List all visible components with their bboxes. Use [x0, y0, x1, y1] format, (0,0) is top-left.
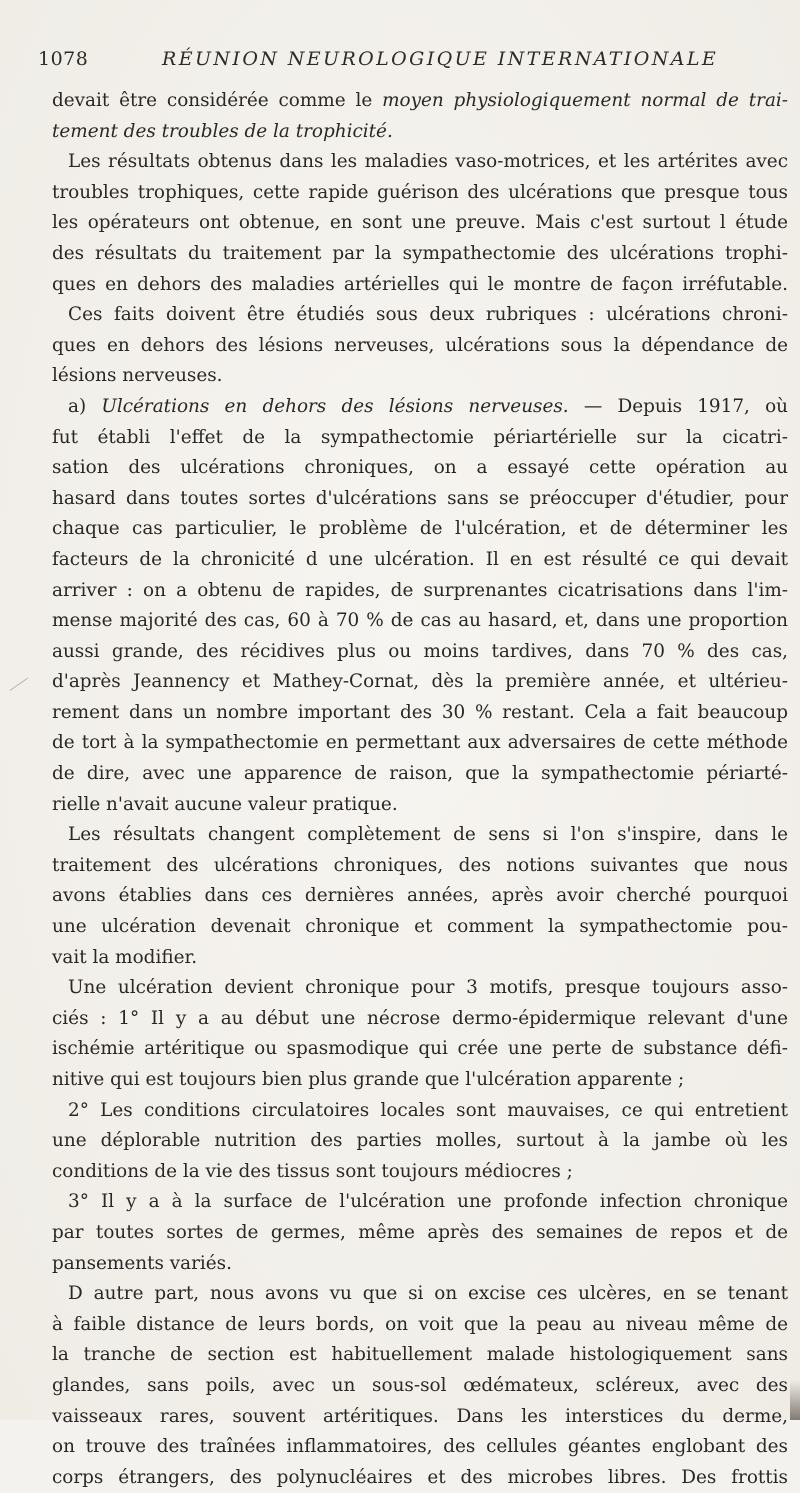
- text-line: arriver : on a obtenu de rapides, de surprenantes cicatrisations dans l'im-: [52, 579, 788, 601]
- section-heading-line: a) Ulcérations en dehors des lésions nerveuses. — Depuis 1917, où: [68, 395, 789, 417]
- text-line: ciés : 1° Il y a au début une nécrose dermo-épidermique relevant d'une: [52, 1007, 788, 1029]
- text-line: une déplorable nutrition des parties molles, surtout à la jambe où les: [52, 1130, 788, 1152]
- text-line: glandes, sans poils, avec un sous-sol œdémateux, scléreux, avec des: [52, 1374, 788, 1396]
- text-line: des résultats du traitement par la sympathectomie des ulcérations trophi-: [52, 242, 788, 264]
- italic-emphasis: tement des troubles de la trophicité.: [52, 120, 393, 142]
- text-line: Une ulcération devient chronique pour 3 motifs, presque toujours asso-: [68, 977, 788, 999]
- text-line: corps étrangers, des polynucléaires et des microbes libres. Des frottis: [52, 1466, 788, 1488]
- text-line: sation des ulcérations chroniques, on a essayé cette opération au: [52, 457, 788, 479]
- text-line: hasard dans toutes sortes d'ulcérations sans se préoccuper d'étudier, pour: [52, 487, 788, 509]
- page-number: 1078: [38, 48, 89, 70]
- text-line: d'après Jeannency et Mathey-Cornat, dès la première année, et ultérieu-: [52, 671, 788, 693]
- text-line: troubles trophiques, cette rapide guérison des ulcérations que presque tous: [52, 181, 788, 203]
- text-line: lésions nerveuses.: [52, 365, 223, 387]
- running-title: RÉUNION NEUROLOGIQUE INTERNATIONALE: [162, 48, 719, 70]
- text-line: nitive qui est toujours bien plus grande que l'ulcération apparente ;: [52, 1069, 685, 1090]
- text-line: de dire, avec une apparence de raison, que la sympathectomie périarté-: [52, 763, 788, 785]
- text-line: Les résultats obtenus dans les maladies vaso-motrices, et les artérites avec: [68, 151, 788, 173]
- text-line: 2° Les conditions circulatoires locales sont mauvaises, ce qui entretient: [68, 1099, 788, 1121]
- text-line: une ulcération devenait chronique et comment la sympathectomie pou-: [52, 916, 788, 938]
- text-line: fut établi l'effet de la sympathectomie périartérielle sur la cicatri-: [52, 426, 788, 448]
- text-line: traitement des ulcérations chroniques, des notions suivantes que nous: [52, 854, 788, 876]
- text-line: conditions de la vie des tissus sont toujours médiocres ;: [52, 1160, 573, 1182]
- text-line: ischémie artéritique ou spasmodique qui crée une perte de substance défi-: [52, 1038, 788, 1060]
- body-text: [52, 86, 788, 1493]
- text-line: les opérateurs ont obtenue, en sont une preuve. Mais c'est surtout l étude: [52, 212, 788, 234]
- text-line: par toutes sortes de germes, même après des semaines de repos et de: [52, 1221, 788, 1243]
- running-head: [38, 48, 768, 78]
- text-line: pansements variés.: [52, 1252, 232, 1274]
- text-line: rielle n'avait aucune valeur pratique.: [52, 793, 398, 815]
- text-line: on trouve des traînées inflammatoires, des cellules géantes englobant des: [52, 1436, 788, 1458]
- text-line: vait la modifier.: [52, 946, 198, 968]
- page-edge-shadow: [790, 1380, 800, 1420]
- page-crease-mark: [10, 677, 29, 690]
- text-line: aussi grande, des récidives plus ou moins tardives, dans 70 % des cas,: [52, 640, 788, 662]
- text-line: facteurs de la chronicité d une ulcération. Il en est résulté ce qui devait: [52, 548, 788, 570]
- text-line: ques en dehors des lésions nerveuses, ulcérations sous la dépendance de: [52, 334, 788, 356]
- text-line: mense majorité des cas, 60 à 70 % de cas au hasard, et, dans une proportion: [52, 610, 788, 632]
- text-line: devait être considérée comme le moyen physiologiquement normal de trai-: [52, 90, 789, 111]
- text-line: 3° Il y a à la surface de l'ulcération une profonde infection chronique: [68, 1191, 788, 1213]
- text-line: ques en dehors des maladies artérielles qui le montre de façon irréfutable.: [52, 273, 788, 295]
- text-line: de tort à la sympathectomie en permettant aux adversaires de cette méthode: [52, 732, 788, 754]
- text-line: rement dans un nombre important des 30 % restant. Cela a fait beaucoup: [52, 701, 788, 723]
- text-line: D autre part, nous avons vu que si on excise ces ulcères, en se tenant: [68, 1283, 788, 1305]
- text-line: Les résultats changent complètement de sens si l'on s'inspire, dans le: [68, 824, 788, 846]
- text-line: à faible distance de leurs bords, on voit que la peau au niveau même de: [52, 1313, 788, 1335]
- italic-emphasis: moyen physiologiquement normal de trai-: [382, 90, 789, 111]
- text-line: chaque cas particulier, le problème de l'ulcération, et de déterminer les: [52, 518, 788, 540]
- italic-emphasis: Ulcérations en dehors des lésions nerveuses.: [101, 395, 569, 417]
- text-line: Ces faits doivent être étudiés sous deux rubriques : ulcérations chroni-: [68, 304, 788, 326]
- text-line: [52, 117, 788, 148]
- text-line: la tranche de section est habituellement malade histologiquement sans: [52, 1344, 788, 1366]
- text-line: vaisseaux rares, souvent artéritiques. Dans les interstices du derme,: [52, 1405, 788, 1427]
- text-line: avons établies dans ces dernières années, après avoir cherché pourquoi: [52, 885, 788, 907]
